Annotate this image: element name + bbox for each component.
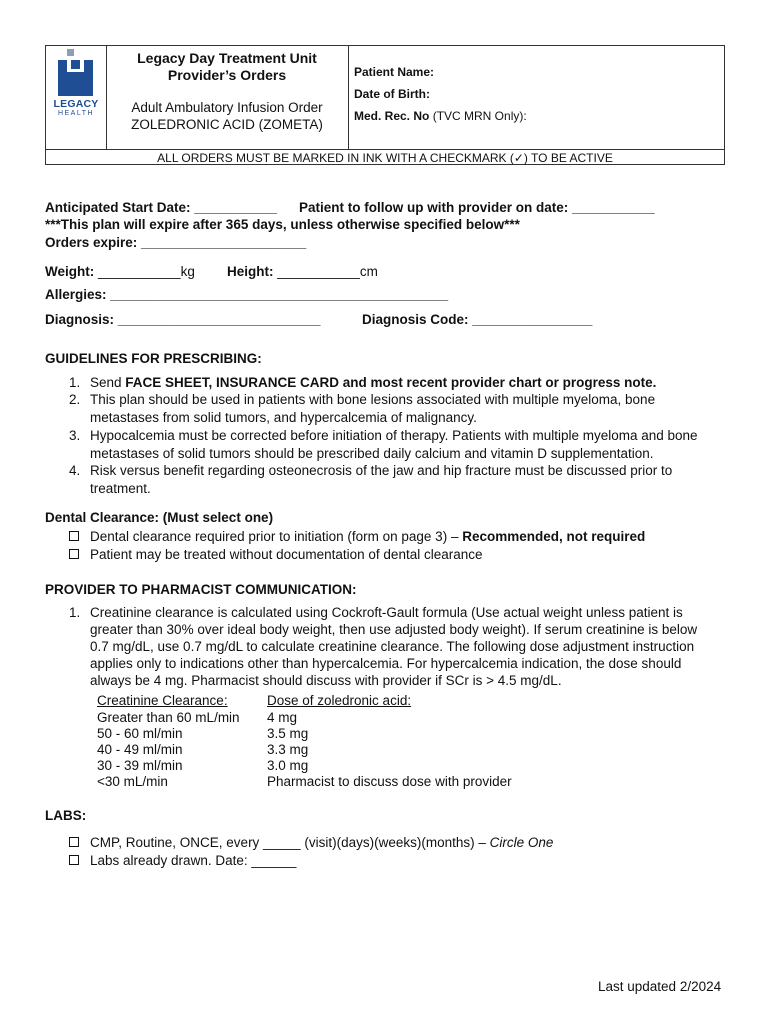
guideline-number: 2. bbox=[69, 392, 81, 407]
dose-value: Pharmacist to discuss dose with provider bbox=[267, 774, 512, 789]
crcl-value: 50 - 60 ml/min bbox=[97, 726, 183, 741]
guideline-item-2-line1: This plan should be used in patients with bone lesions associated with multiple myeloma, bone bbox=[90, 392, 656, 407]
dose-value: 4 mg bbox=[267, 710, 298, 725]
guideline-item-2-line2: metastases from solid tumors, and hypercalcemia of malignancy. bbox=[90, 410, 477, 425]
guideline-number: 4. bbox=[69, 463, 81, 478]
last-updated: Last updated 2/2024 bbox=[598, 979, 722, 994]
dose-value: 3.0 mg bbox=[267, 758, 309, 773]
unit-subtitle: Provider’s Orders bbox=[167, 67, 287, 83]
height-field: Height: ___________cm bbox=[227, 264, 378, 279]
dob-label: Date of Birth: bbox=[354, 87, 430, 101]
dental-waive-checkbox[interactable] bbox=[69, 549, 79, 559]
dose-column-header: Dose of zoledronic acid: bbox=[267, 693, 412, 708]
guideline-item-4-line1: Risk versus benefit regarding osteonecrosis of the jaw and hip fracture must be discussed prior to bbox=[90, 463, 673, 478]
pharmacist-text-line: Creatinine clearance is calculated using Cockroft-Gault formula (Use actual weight unless patient is bbox=[90, 605, 683, 620]
logo-subword: HEALTH bbox=[57, 110, 95, 117]
orders-expire-field: Orders expire: ______________________ bbox=[45, 235, 307, 250]
expire-note: ***This plan will expire after 365 days, unless otherwise specified below*** bbox=[45, 217, 520, 232]
crcl-value: 30 - 39 ml/min bbox=[97, 758, 183, 773]
diagnosis-code-field: Diagnosis Code: ________________ bbox=[362, 312, 593, 327]
legacy-logo-icon bbox=[53, 49, 99, 97]
guideline-number: 1. bbox=[69, 375, 81, 390]
mrn-label: Med. Rec. No (TVC MRN Only): bbox=[354, 109, 527, 123]
labs-option-2: Labs already drawn. Date: ______ bbox=[90, 853, 297, 868]
pharmacist-text-line: greater than 30% over ideal body weight, then use adjusted body weight). If serum creatinine is below bbox=[90, 622, 698, 637]
pharmacist-item-number: 1. bbox=[69, 605, 81, 620]
labs-heading: LABS: bbox=[45, 808, 87, 823]
logo-word: LEGACY bbox=[53, 98, 99, 110]
guideline-number: 3. bbox=[69, 428, 81, 443]
crcl-value: Greater than 60 mL/min bbox=[97, 710, 240, 725]
dose-value: 3.5 mg bbox=[267, 726, 309, 741]
weight-field: Weight: ___________kg bbox=[45, 264, 195, 279]
unit-title: Legacy Day Treatment Unit bbox=[137, 50, 317, 66]
guidelines-heading: GUIDELINES FOR PRESCRIBING: bbox=[45, 351, 262, 366]
pharmacist-text-line: always be 4 mg. Pharmacist should discuss with provider if SCr is > 4.5 mg/dL. bbox=[90, 673, 562, 688]
title-cell bbox=[106, 46, 349, 149]
dental-option-1: Dental clearance required prior to initiation (form on page 3) – Recommended, not required bbox=[90, 529, 646, 544]
drug-name: ZOLEDRONIC ACID (ZOMETA) bbox=[131, 117, 323, 132]
guideline-item-4-line2: treatment. bbox=[90, 481, 151, 496]
dental-option-2: Patient may be treated without documentation of dental clearance bbox=[90, 547, 483, 562]
guideline-item-1: Send FACE SHEET, INSURANCE CARD and most recent provider chart or progress note. bbox=[90, 375, 657, 390]
dose-value: 3.3 mg bbox=[267, 742, 309, 757]
follow-up-field: Patient to follow up with provider on date: ___________ bbox=[299, 200, 655, 215]
pharmacist-text-line: applies only to indications other than hypercalcemia. For hypercalcemia indication, the dose should bbox=[90, 656, 682, 671]
logo-cell bbox=[46, 46, 107, 149]
dental-clearance-checkbox[interactable] bbox=[69, 531, 79, 541]
dental-heading: Dental Clearance: (Must select one) bbox=[45, 510, 274, 525]
crcl-value: 40 - 49 ml/min bbox=[97, 742, 183, 757]
labs-drawn-checkbox[interactable] bbox=[69, 855, 79, 865]
start-date-field: Anticipated Start Date: ___________ bbox=[45, 200, 277, 215]
guideline-item-3-line2: metastases of solid tumors should be prescribed daily calcium and vitamin D supplementation. bbox=[90, 446, 654, 461]
labs-option-1: CMP, Routine, ONCE, every _____ (visit)(days)(weeks)(months) – Circle One bbox=[90, 835, 554, 850]
crcl-value: <30 mL/min bbox=[97, 774, 168, 789]
pharmacist-text-line: 0.7 mg/dL, use 0.7 mg/dL to calculate creatinine clearance. The following dose adjustment instruction bbox=[90, 639, 695, 654]
order-type: Adult Ambulatory Infusion Order bbox=[131, 100, 323, 115]
guideline-item-3-line1: Hypocalcemia must be corrected before initiation of therapy. Patients with multiple myeloma and bone bbox=[90, 428, 698, 443]
allergies-field: Allergies: _____________________________________________ bbox=[45, 287, 449, 302]
cmp-checkbox[interactable] bbox=[69, 837, 79, 847]
diagnosis-field: Diagnosis: ___________________________ bbox=[45, 312, 321, 327]
checkmark-banner: ALL ORDERS MUST BE MARKED IN INK WITH A CHECKMARK (✓) TO BE ACTIVE bbox=[46, 149, 724, 166]
patient-name-label: Patient Name: bbox=[354, 65, 435, 79]
pharmacist-heading: PROVIDER TO PHARMACIST COMMUNICATION: bbox=[45, 582, 357, 597]
header-box bbox=[45, 45, 725, 165]
crcl-column-header: Creatinine Clearance: bbox=[97, 693, 228, 708]
patient-info-cell bbox=[348, 46, 724, 149]
